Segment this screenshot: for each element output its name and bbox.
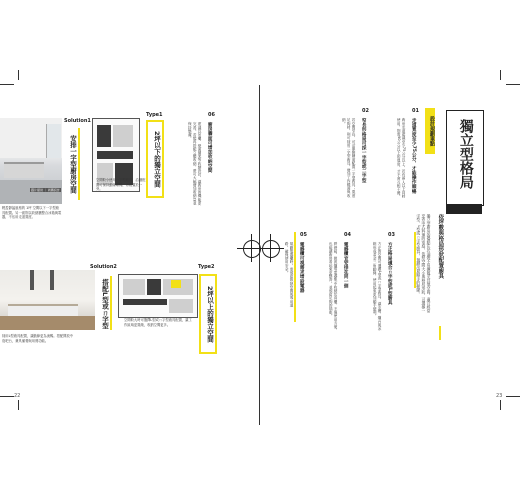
item02-text: 若空間窄長，可沿單側牆面配置一字型廚具；寬度足夠時，則可採用二字型廚具，增加工作檯面與收納。: [342, 118, 356, 198]
intro-heading: 依坪數與格局形狀配置廚具: [437, 214, 444, 279]
crop-mark: [506, 396, 520, 397]
crop-mark: [500, 70, 501, 80]
item03-number: 03: [388, 232, 395, 238]
item03-heading: 方正格局適合ㄇ字型或L型廚具: [387, 242, 393, 305]
item05-text: 規劃電器櫃時，需預留散熱空間與專用迴路，確保使用安全。: [285, 242, 294, 307]
registration-mark: [251, 234, 252, 262]
section-tag: 設計規劃重點: [425, 108, 435, 154]
type1-title: 2坪以下的獨立空間: [146, 120, 164, 198]
photo1-caption: 輕盈靜謐風格的 1坪 空間以下一字型廚具配置。另一面則以收納牆整合冰箱與電器，不佔用走道寬度。: [2, 206, 62, 220]
intro-text: 獨立型廚房的優點在於油煙不易擴散至其他空間，適合經常烹煮中式料理的家庭。依照空間大小與格局形狀，可選擇一字型、L型或ㄇ字型廚具，規劃出最順手的動線。: [416, 214, 432, 313]
accent-bar: [294, 232, 296, 322]
page-gutter: [259, 85, 260, 425]
crop-mark: [18, 70, 19, 80]
floor-plan-2: [118, 274, 198, 318]
item06-text: 建議以吊櫃、壁面層架等收納設計，讓廚房的機能更完善。若能再搭配立體收納，將可大幅增加收納量並保持整潔。: [188, 122, 202, 205]
crop-mark: [0, 84, 14, 85]
item04-heading: 電器櫃宜安排在同一側: [343, 242, 349, 288]
item02-number: 02: [362, 108, 369, 114]
accent-bar: [439, 326, 441, 340]
item05-number: 05: [300, 232, 307, 238]
photo1-tag: 圖片提供 ｜ 尚藝設計: [31, 188, 60, 192]
chapter-title: 獨立型格局: [457, 119, 474, 189]
accent-bar: [78, 128, 80, 200]
type1-label: Type1: [146, 112, 163, 118]
crop-mark: [0, 396, 14, 397]
right-page-number: 23: [496, 393, 503, 399]
solution1-title: 安排一字型廚房空間: [67, 128, 77, 200]
registration-mark: [243, 240, 261, 258]
registration-mark: [270, 234, 271, 262]
plan2-caption: 空間較大時可選擇L型或ㄇ字型廚具配置，讓工作區域更寬敞，收納空間更多。: [124, 318, 192, 327]
item02-heading: 窄長形格局可採一字型或二字型: [361, 118, 367, 183]
kitchen-photo-2: [0, 270, 95, 330]
solution1-label: Solution1: [64, 118, 91, 124]
crop-mark: [18, 400, 19, 410]
item04-text: 將烤箱、微波爐等電器集中收納於高櫃，不僅使用方便，也能讓廚房看起來更整齊，並預留足夠的插座。: [329, 242, 338, 332]
crop-mark: [500, 400, 501, 410]
title-band: [446, 204, 482, 214]
chapter-title-box: [446, 110, 484, 206]
photo2-caption: 採用L型廚具配置，讓動線更為流暢。搭配開放中島吧台，兼具備餐與用餐功能。: [2, 334, 74, 343]
item06-number: 06: [208, 112, 215, 118]
solution2-label: Solution2: [90, 264, 117, 270]
item04-number: 04: [344, 232, 351, 238]
type2-title: 2坪以上的獨立空間: [199, 274, 217, 354]
item03-text: 方正的空間可選擇L型或ㄇ字型廚具，讓水槽、爐台與冰箱形成黃金三角動線，使用起來更加順手便利。: [373, 242, 382, 331]
left-page-number: 22: [14, 393, 21, 399]
plan1-caption: 空間較小使用一字型廚具，沿牆配置可保持動線順暢，冰箱置於一旁。: [96, 178, 146, 192]
item01-text: 廚房走道建議至少75公分以上，若有兩人以上同時使用，則需90公分以上的寬度，才不會互相干擾。: [397, 118, 406, 199]
accent-bar: [110, 276, 112, 330]
solution2-title: 搭配L型或ㄇ字型: [101, 279, 109, 329]
item06-heading: 廚房牆面可增加收納空間: [207, 122, 213, 173]
crop-mark: [506, 84, 520, 85]
item05-heading: 電器櫃可視需求增設電器: [299, 242, 305, 293]
type2-label: Type2: [198, 264, 215, 270]
item01-heading: 走道寬度至少75公分，才能操作順暢: [411, 118, 417, 194]
item01-number: 01: [412, 108, 419, 114]
accent-bar: [414, 232, 416, 288]
